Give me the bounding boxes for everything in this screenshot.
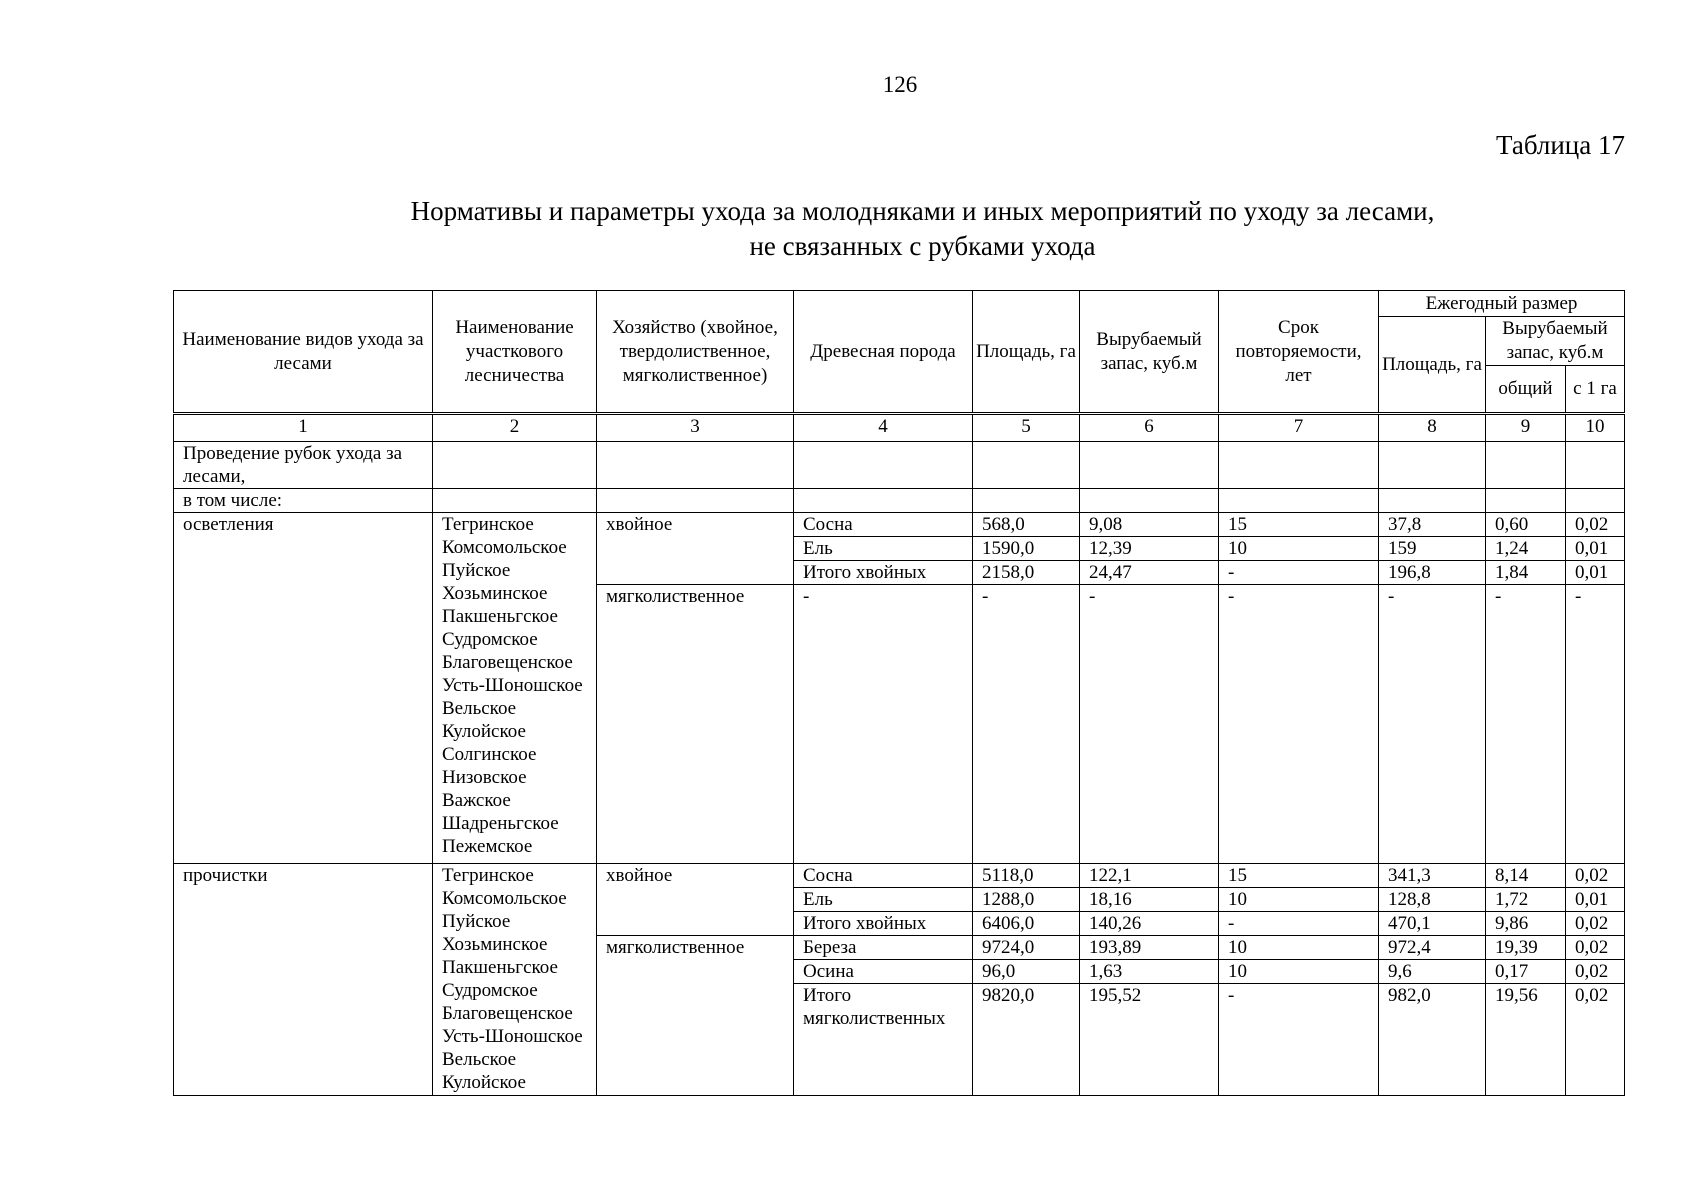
volume-cell: 122,1	[1080, 864, 1219, 888]
annual-area-cell: 37,8	[1379, 513, 1486, 537]
area-cell: 1590,0	[973, 537, 1080, 561]
table-header	[174, 291, 1625, 414]
annual-per-ha-cell: 0,02	[1566, 960, 1625, 984]
annual-total-cell: 19,39	[1486, 936, 1566, 960]
column-numbers-row	[174, 414, 1625, 442]
column-number: 5	[973, 414, 1080, 442]
volume-cell: 12,39	[1080, 537, 1219, 561]
column-number: 10	[1566, 414, 1625, 442]
annual-per-ha-cell: 0,02	[1566, 936, 1625, 960]
forestry-name: Комсомольское	[442, 888, 567, 909]
species-cell: Итого хвойных	[794, 912, 973, 936]
area-cell: 1288,0	[973, 888, 1080, 912]
table-label: Таблица 17	[1496, 130, 1625, 160]
period-cell: 10	[1219, 960, 1379, 984]
annual-area-cell: 128,8	[1379, 888, 1486, 912]
forestry-name: Важское	[442, 790, 511, 811]
forestry-name: Пакшеньгское	[442, 957, 558, 978]
area-cell: 9820,0	[973, 984, 1080, 1096]
column-number: 9	[1486, 414, 1566, 442]
column-number: 2	[433, 414, 597, 442]
species-cell: Сосна	[794, 513, 973, 537]
species-cell: Итого мягколиственных	[794, 984, 973, 1096]
annual-area-cell: 196,8	[1379, 561, 1486, 585]
norms-table	[173, 290, 1625, 1096]
volume-cell: -	[1080, 585, 1219, 864]
annual-per-ha-cell: -	[1566, 585, 1625, 864]
column-number: 8	[1379, 414, 1486, 442]
species-cell: Ель	[794, 888, 973, 912]
forestry-name: Пежемское	[442, 836, 533, 857]
volume-cell: 18,16	[1080, 888, 1219, 912]
annual-total-cell: 1,24	[1486, 537, 1566, 561]
care-type-prochistki: прочистки	[174, 864, 433, 1096]
area-cell: 9724,0	[973, 936, 1080, 960]
annual-per-ha-cell: 0,02	[1566, 984, 1625, 1096]
area-cell: 2158,0	[973, 561, 1080, 585]
forestry-name: Тегринское	[442, 865, 534, 886]
page-number: 126	[882, 72, 918, 97]
annual-total-cell: 9,86	[1486, 912, 1566, 936]
column-number: 1	[174, 414, 433, 442]
header-area: Площадь, га	[973, 291, 1080, 414]
annual-total-cell: 0,60	[1486, 513, 1566, 537]
forestry-name: Комсомольское	[442, 537, 567, 558]
annual-per-ha-cell: 0,02	[1566, 864, 1625, 888]
header-care-type: Наименование видов ухода за лесами	[174, 291, 433, 414]
document-title	[175, 194, 1670, 264]
farm-type: хвойное	[597, 513, 794, 585]
species-cell: Ель	[794, 537, 973, 561]
forestry-name: Усть-Шоношское	[442, 675, 583, 696]
annual-per-ha-cell: 0,02	[1566, 912, 1625, 936]
period-cell: 10	[1219, 537, 1379, 561]
forestry-name: Вельское	[442, 698, 517, 719]
forestry-name: Пуйское	[442, 911, 511, 932]
forestry-name: Тегринское	[442, 514, 534, 535]
table-row	[174, 864, 1625, 888]
forestry-name: Кулойское	[442, 721, 526, 742]
period-cell: 10	[1219, 888, 1379, 912]
header-farm: Хозяйство (хвойное, твердолиственное, мягколиственное)	[597, 291, 794, 414]
species-cell: Сосна	[794, 864, 973, 888]
forestry-name: Пакшеньгское	[442, 606, 558, 627]
table-row	[174, 442, 1625, 489]
header-species: Древесная порода	[794, 291, 973, 414]
annual-total-cell: 8,14	[1486, 864, 1566, 888]
annual-per-ha-cell: 0,01	[1566, 537, 1625, 561]
table-row	[174, 513, 1625, 537]
period-cell: 10	[1219, 936, 1379, 960]
period-cell: -	[1219, 561, 1379, 585]
annual-total-cell: 19,56	[1486, 984, 1566, 1096]
header-forestry: Наименование участкового лесничества	[433, 291, 597, 414]
forestry-name: Пуйское	[442, 560, 511, 581]
period-cell: 15	[1219, 864, 1379, 888]
forestry-name: Низовское	[442, 767, 527, 788]
column-number: 3	[597, 414, 794, 442]
volume-cell: 24,47	[1080, 561, 1219, 585]
annual-total-cell: -	[1486, 585, 1566, 864]
forestry-name: Солгинское	[442, 744, 537, 765]
forestry-name: Судромское	[442, 629, 538, 650]
annual-total-cell: 1,84	[1486, 561, 1566, 585]
header-annual: Ежегодный размер	[1379, 291, 1625, 317]
area-cell: 96,0	[973, 960, 1080, 984]
annual-area-cell: -	[1379, 585, 1486, 864]
annual-area-cell: 982,0	[1379, 984, 1486, 1096]
forestry-list	[433, 864, 597, 1096]
volume-cell: 140,26	[1080, 912, 1219, 936]
annual-area-cell: 470,1	[1379, 912, 1486, 936]
column-number: 7	[1219, 414, 1379, 442]
period-cell: -	[1219, 984, 1379, 1096]
annual-area-cell: 159	[1379, 537, 1486, 561]
header-period: Срок повторяемости, лет	[1219, 291, 1379, 414]
header-annual-area: Площадь, га	[1379, 317, 1486, 414]
table-row	[174, 489, 1625, 513]
column-number: 6	[1080, 414, 1219, 442]
forestry-name: Хозьминское	[442, 934, 548, 955]
forestry-name: Благовещенское	[442, 1003, 573, 1024]
care-type-osvetleniya: осветления	[174, 513, 433, 864]
volume-cell: 1,63	[1080, 960, 1219, 984]
farm-type: мягколиственное	[597, 585, 794, 864]
farm-type: мягколиственное	[597, 936, 794, 1096]
area-cell: 568,0	[973, 513, 1080, 537]
forestry-name: Благовещенское	[442, 652, 573, 673]
species-cell: Осина	[794, 960, 973, 984]
volume-cell: 9,08	[1080, 513, 1219, 537]
annual-per-ha-cell: 0,01	[1566, 888, 1625, 912]
volume-cell: 193,89	[1080, 936, 1219, 960]
annual-total-cell: 0,17	[1486, 960, 1566, 984]
annual-total-cell: 1,72	[1486, 888, 1566, 912]
intro-label: Проведение рубок ухода за лесами,	[174, 442, 433, 489]
forestry-name: Усть-Шоношское	[442, 1026, 583, 1047]
forestry-list	[433, 513, 597, 864]
species-cell: Береза	[794, 936, 973, 960]
forestry-name: Вельское	[442, 1049, 517, 1070]
header-total: общий	[1486, 366, 1566, 414]
annual-area-cell: 972,4	[1379, 936, 1486, 960]
period-cell: -	[1219, 585, 1379, 864]
annual-area-cell: 9,6	[1379, 960, 1486, 984]
forestry-name: Хозьминское	[442, 583, 548, 604]
forestry-name: Кулойское	[442, 1072, 526, 1093]
area-cell: 6406,0	[973, 912, 1080, 936]
header-per-ha: с 1 га	[1566, 366, 1625, 414]
area-cell: -	[973, 585, 1080, 864]
title-line-1: Нормативы и параметры ухода за молодняками и иных мероприятий по уходу за лесами,	[410, 196, 1435, 226]
column-number: 4	[794, 414, 973, 442]
species-cell: Итого хвойных	[794, 561, 973, 585]
header-volume: Вырубаемый запас, куб.м	[1080, 291, 1219, 414]
period-cell: 15	[1219, 513, 1379, 537]
annual-per-ha-cell: 0,01	[1566, 561, 1625, 585]
annual-area-cell: 341,3	[1379, 864, 1486, 888]
forestry-name: Шадреньгское	[442, 813, 559, 834]
intro-label: в том числе:	[174, 489, 433, 513]
period-cell: -	[1219, 912, 1379, 936]
header-annual-volume: Вырубаемый запас, куб.м	[1486, 317, 1625, 366]
forestry-name: Судромское	[442, 980, 538, 1001]
annual-per-ha-cell: 0,02	[1566, 513, 1625, 537]
area-cell: 5118,0	[973, 864, 1080, 888]
species-cell: -	[794, 585, 973, 864]
title-line-2: не связанных с рубками ухода	[749, 231, 1096, 261]
farm-type: хвойное	[597, 864, 794, 936]
volume-cell: 195,52	[1080, 984, 1219, 1096]
